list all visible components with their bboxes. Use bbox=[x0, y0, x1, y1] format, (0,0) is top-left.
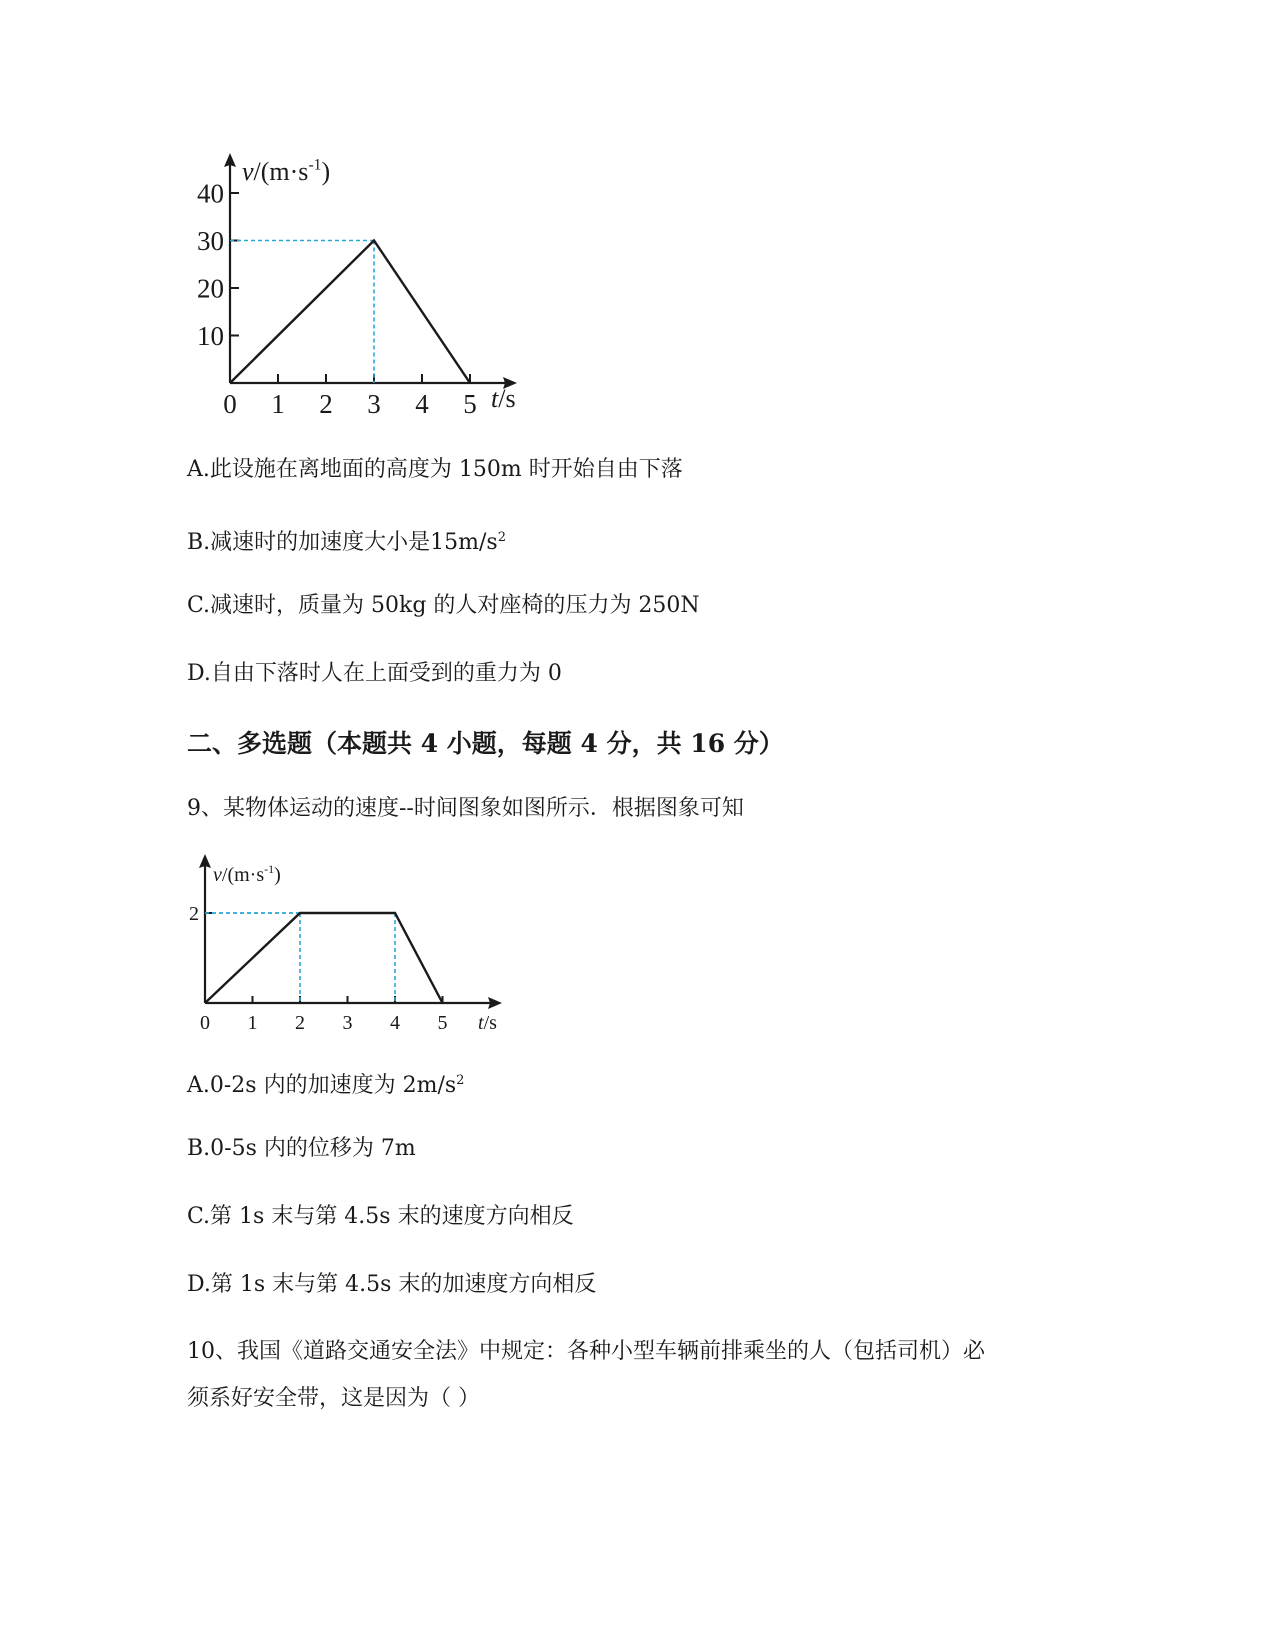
y-tick-label: 10 bbox=[197, 320, 224, 351]
x-tick-label: 5 bbox=[463, 389, 477, 419]
x-tick-label: 0 bbox=[223, 389, 237, 419]
y-tick-label: 2 bbox=[189, 903, 199, 925]
x-tick-label: 1 bbox=[271, 389, 285, 419]
q10-stem-line-2: 须系好安全带，这是因为（ ） bbox=[187, 1386, 480, 1411]
q9-option-d: D.第 1s 末与第 4.5s 末的加速度方向相反 bbox=[187, 1272, 597, 1297]
x-tick-label: 2 bbox=[319, 389, 333, 419]
q9-option-a: A.0-2s 内的加速度为 $2m/s^2$ bbox=[187, 1073, 465, 1098]
x-tick-label: 4 bbox=[390, 1012, 400, 1034]
q8-option-b: B.减速时的加速度大小是$15m/s^2$ bbox=[187, 530, 506, 555]
section-heading: 二、多选题（本题共 4 小题，每题 4 分，共 16 分） bbox=[187, 729, 784, 758]
x-tick-label: 1 bbox=[247, 1012, 258, 1034]
q8-option-a: A.此设施在离地面的高度为 150m 时开始自由下落 bbox=[187, 457, 683, 482]
q9-option-c: C.第 1s 末与第 4.5s 末的速度方向相反 bbox=[187, 1204, 574, 1229]
q8-option-d: D.自由下落时人在上面受到的重力为 0 bbox=[187, 661, 562, 686]
q10-stem-line-1: 10、我国《道路交通安全法》中规定：各种小型车辆前排乘坐的人（包括司机）必 bbox=[187, 1339, 985, 1364]
x-axis-arrow bbox=[488, 997, 502, 1009]
x-tick-label: 4 bbox=[415, 389, 429, 419]
y-tick-label: 30 bbox=[197, 225, 224, 256]
x-tick-label: 5 bbox=[437, 1012, 448, 1034]
q9-option-b: B.0-5s 内的位移为 7m bbox=[187, 1136, 416, 1161]
y-tick-label: 40 bbox=[197, 178, 224, 209]
q8-option-c: C.减速时，质量为 50kg 的人对座椅的压力为 250N bbox=[187, 593, 700, 618]
y-axis-label: $v/(m\cdot s^{-1})$ bbox=[213, 862, 281, 886]
x-tick-label: 3 bbox=[367, 389, 381, 419]
x-tick-label: 0 bbox=[200, 1012, 210, 1034]
q9-stem: 9、某物体运动的速度--时间图象如图所示．根据图象可知 bbox=[187, 796, 744, 821]
y-axis-arrow bbox=[199, 854, 211, 868]
velocity-line bbox=[205, 913, 443, 1003]
x-tick-label: 2 bbox=[295, 1012, 305, 1034]
x-axis-label: t/s bbox=[478, 1012, 497, 1034]
y-tick-label: 20 bbox=[197, 273, 224, 304]
y-axis-label: $v/(m\cdot s^{-1})$ bbox=[242, 156, 331, 186]
x-axis-label: t/s bbox=[491, 384, 516, 413]
x-tick-label: 3 bbox=[342, 1012, 353, 1034]
